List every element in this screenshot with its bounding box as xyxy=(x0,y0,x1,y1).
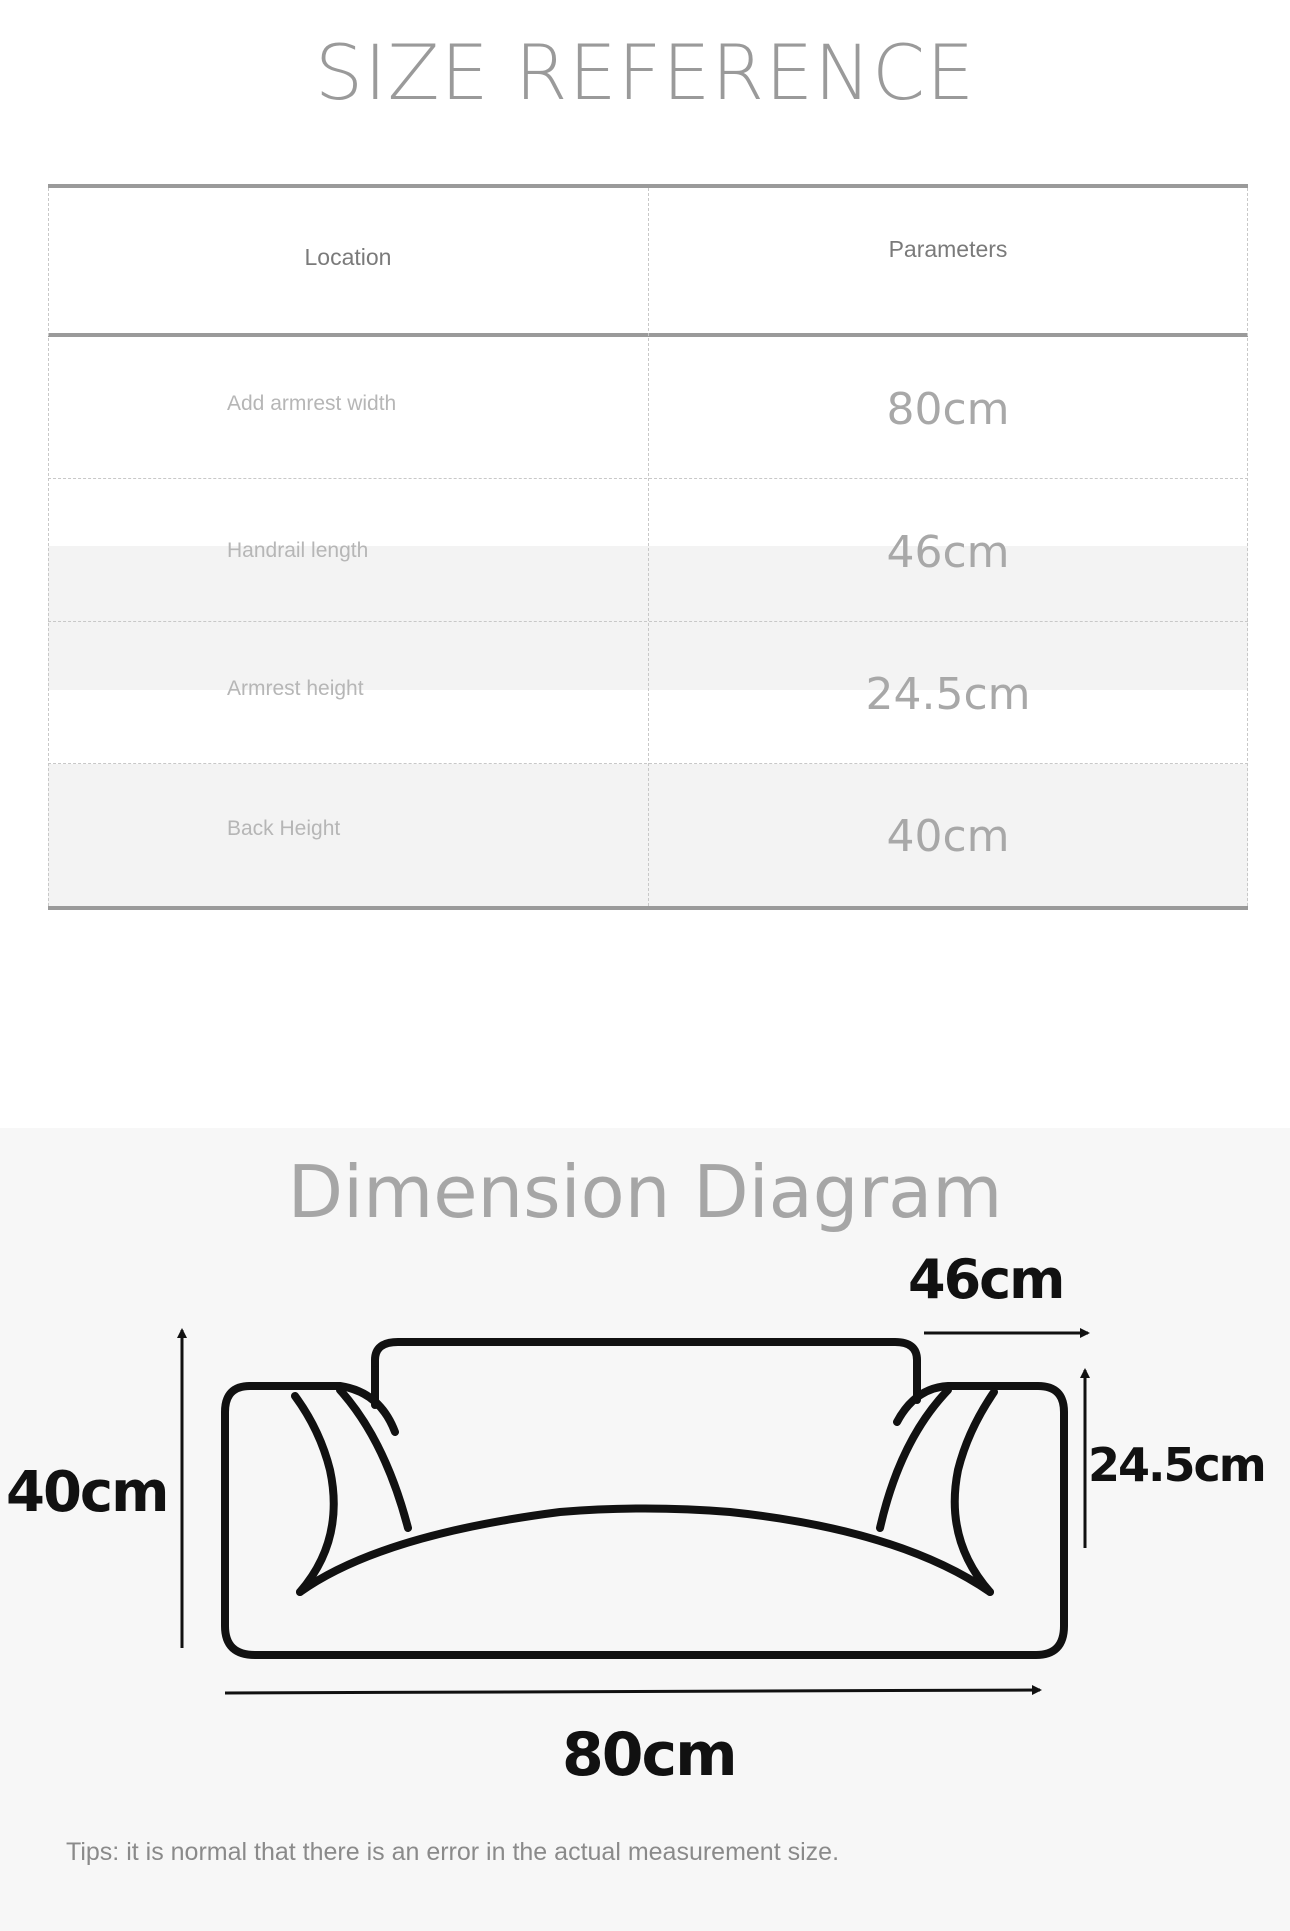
armrest-height-label: 24.5cm xyxy=(1088,1438,1265,1492)
header-parameters: Parameters xyxy=(888,236,1008,262)
dimension-diagram-title: Dimension Diagram xyxy=(287,1150,1003,1234)
row-3-value: 24.5cm xyxy=(865,669,1031,720)
row-1-value: 80cm xyxy=(886,384,1010,435)
handrail-length-label: 46cm xyxy=(908,1248,1064,1311)
row-1-location: Add armrest width xyxy=(227,392,397,415)
measurement-tips: Tips: it is normal that there is an error in the actual measurement size. xyxy=(66,1838,840,1866)
size-reference-title: SIZE REFERENCE xyxy=(314,28,976,117)
row-3-location: Armrest height xyxy=(227,677,364,700)
row-4-location: Back Height xyxy=(227,817,341,840)
row-2-location: Handrail length xyxy=(227,539,369,562)
width-arrow-icon xyxy=(225,1690,1040,1693)
row-4-value: 40cm xyxy=(886,811,1010,862)
width-label: 80cm xyxy=(562,1720,736,1790)
sofa-outline-icon xyxy=(225,1342,1064,1655)
header-location: Location xyxy=(304,244,392,270)
back-height-label: 40cm xyxy=(6,1460,168,1525)
row-2-value: 46cm xyxy=(886,527,1010,578)
